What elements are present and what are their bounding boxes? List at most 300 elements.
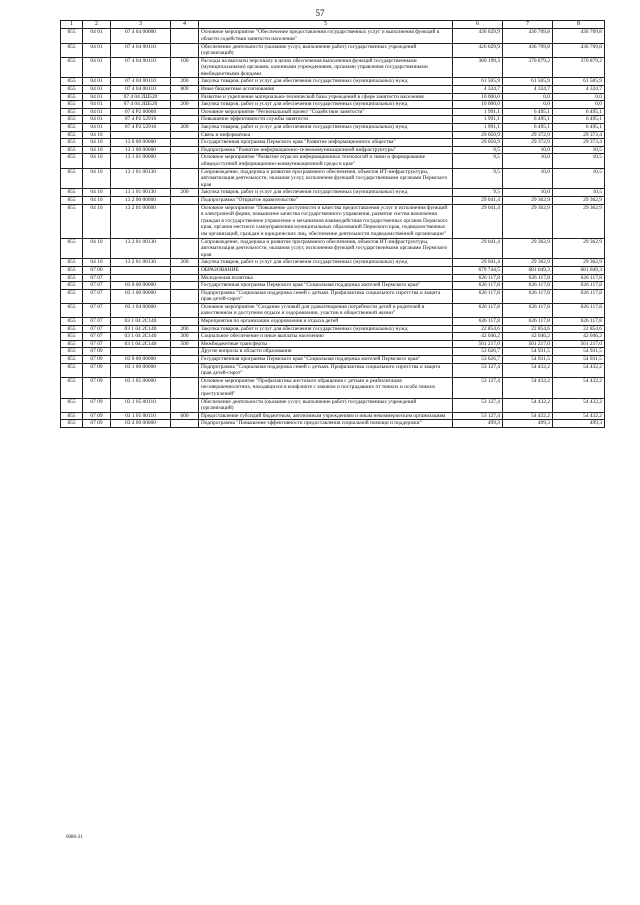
admin-code-cell: 855: [61, 168, 83, 189]
amount-2023-cell: 10,5: [553, 168, 605, 189]
amount-2023-cell: 10,5: [553, 146, 605, 154]
section-code-cell: 04 10: [83, 238, 111, 259]
table-row: [61, 101, 605, 109]
description-cell: Основное мероприятие "Повышение доступности и качества предоставления услуг и исполнения функций в электронной форме, повышение качества государственного управления, развитие систем вовлечения граждан в государственное управление и механизмов взаимодействия государственных органов Пермского края, органов местного самоуправления муниципальных образований Пермского края, подведомственных им организаций, граждан и юридических лиц, обеспечение деятельности подведомственной организации": [199, 204, 453, 238]
target-article-cell: 07 4 04 00110: [111, 78, 171, 86]
amount-2023-cell: 10,5: [553, 154, 605, 168]
table-row: [61, 196, 605, 204]
admin-code-cell: 855: [61, 93, 83, 101]
amount-2022-cell: 0,0: [503, 101, 553, 109]
description-cell: Социальное обеспечение и иные выплаты населению: [199, 333, 453, 341]
amount-2021-cell: 53 127,4: [453, 412, 503, 420]
amount-2023-cell: 499,3: [553, 420, 605, 428]
section-code-cell: 07 07: [83, 318, 111, 326]
target-article-cell: 03 1 04 2С140: [111, 318, 171, 326]
amount-2022-cell: 436 709,8: [503, 43, 553, 57]
amount-2021-cell: 53 127,4: [453, 398, 503, 412]
amount-2021-cell: 9,5: [453, 146, 503, 154]
table-row: [61, 168, 605, 189]
description-cell: Подпрограмма "Социальная поддержка семей с детьми. Профилактика социального сиротства и защита прав детей-сирот": [199, 363, 453, 377]
table-row: [61, 333, 605, 341]
admin-code-cell: 855: [61, 377, 83, 398]
expense-type-cell: [171, 116, 199, 124]
expense-type-cell: [171, 238, 199, 259]
amount-2022-cell: 6 495,1: [503, 124, 553, 132]
section-code-cell: 04 01: [83, 101, 111, 109]
expense-type-cell: [171, 196, 199, 204]
description-cell: Основное мероприятие "Развитие отрасли информационных технологий и связи и формирование общедоступной информационно-коммуникационной среды в крае": [199, 154, 453, 168]
table-row: [61, 124, 605, 132]
amount-2022-cell: 10,0: [503, 189, 553, 197]
amount-2023-cell: 0,0: [553, 101, 605, 109]
table-row: [61, 259, 605, 267]
column-number: 3: [111, 21, 171, 29]
admin-code-cell: 855: [61, 325, 83, 333]
target-article-cell: 13 2 01 00130: [111, 238, 171, 259]
amount-2022-cell: 54 432,2: [503, 412, 553, 420]
table-row: [61, 266, 605, 274]
description-cell: Связь и информатика: [199, 131, 453, 139]
target-article-cell: 07 4 P2 52910: [111, 124, 171, 132]
description-cell: Закупка товаров, работ и услуг для обеспечения государственных (муниципальных) нужд: [199, 124, 453, 132]
expense-type-cell: [171, 168, 199, 189]
section-code-cell: 07 07: [83, 340, 111, 348]
description-cell: Иные бюджетные ассигнования: [199, 86, 453, 94]
admin-code-cell: 855: [61, 412, 83, 420]
amount-2022-cell: 10,0: [503, 146, 553, 154]
section-code-cell: 07 09: [83, 356, 111, 364]
target-article-cell: [111, 348, 171, 356]
description-cell: Закупка товаров, работ и услуг для обеспечения государственных (муниципальных) нужд: [199, 325, 453, 333]
table-body: [61, 21, 605, 428]
budget-table: [60, 20, 605, 428]
description-cell: Подпрограмма "Открытое правительство": [199, 196, 453, 204]
amount-2022-cell: 626 117,8: [503, 303, 553, 317]
section-code-cell: 04 01: [83, 93, 111, 101]
expense-type-cell: 200: [171, 124, 199, 132]
amount-2021-cell: 626 117,8: [453, 282, 503, 290]
table-row: [61, 289, 605, 303]
table-row: [61, 363, 605, 377]
amount-2022-cell: 29 372,9: [503, 139, 553, 147]
admin-code-cell: 855: [61, 303, 83, 317]
section-code-cell: 04 01: [83, 108, 111, 116]
amount-2021-cell: 679 744,5: [453, 266, 503, 274]
section-code-cell: 04 10: [83, 259, 111, 267]
admin-code-cell: 855: [61, 289, 83, 303]
amount-2023-cell: 22 854,6: [553, 325, 605, 333]
table-row: [61, 131, 605, 139]
description-cell: Государственная программа Пермского края "Социальная поддержка жителей Пермского края": [199, 356, 453, 364]
amount-2023-cell: 436 709,8: [553, 43, 605, 57]
admin-code-cell: 855: [61, 348, 83, 356]
admin-code-cell: 855: [61, 259, 83, 267]
amount-2022-cell: 0,0: [503, 93, 553, 101]
amount-2021-cell: 10 000,0: [453, 101, 503, 109]
column-number: 1: [61, 21, 83, 29]
expense-type-cell: [171, 93, 199, 101]
target-article-cell: 03 4 00 00000: [111, 420, 171, 428]
section-code-cell: 04 10: [83, 154, 111, 168]
amount-2021-cell: 1 991,1: [453, 116, 503, 124]
expense-type-cell: 800: [171, 86, 199, 94]
table-row: [61, 303, 605, 317]
table-row: [61, 57, 605, 78]
expense-type-cell: [171, 146, 199, 154]
amount-2022-cell: 54 931,5: [503, 348, 553, 356]
table-row: [61, 139, 605, 147]
column-number-row: [61, 21, 605, 29]
expense-type-cell: [171, 154, 199, 168]
amount-2022-cell: 626 117,8: [503, 289, 553, 303]
amount-2021-cell: 626 117,8: [453, 289, 503, 303]
table-row: [61, 43, 605, 57]
amount-2023-cell: 370 879,2: [553, 57, 605, 78]
target-article-cell: 13 2 01 00130: [111, 259, 171, 267]
expense-type-cell: [171, 420, 199, 428]
admin-code-cell: 855: [61, 282, 83, 290]
target-article-cell: 03 1 00 00000: [111, 289, 171, 303]
section-code-cell: 07 09: [83, 420, 111, 428]
description-cell: Закупка товаров, работ и услуг для обеспечения государственных (муниципальных) нужд: [199, 101, 453, 109]
amount-2023-cell: 29 362,9: [553, 196, 605, 204]
section-code-cell: 07 09: [83, 377, 111, 398]
section-code-cell: 04 10: [83, 168, 111, 189]
admin-code-cell: 855: [61, 238, 83, 259]
table-row: [61, 189, 605, 197]
amount-2021-cell: 61 505,9: [453, 78, 503, 86]
column-number: 5: [199, 21, 453, 29]
amount-2021-cell: 29 050,9: [453, 131, 503, 139]
description-cell: Обеспечение деятельности (оказание услуг, выполнение работ) государственных учреждений (организаций): [199, 43, 453, 57]
expense-type-cell: [171, 348, 199, 356]
table-row: [61, 340, 605, 348]
amount-2022-cell: 54 931,5: [503, 356, 553, 364]
section-code-cell: 04 10: [83, 189, 111, 197]
amount-2021-cell: 1 991,1: [453, 124, 503, 132]
amount-2022-cell: 436 709,8: [503, 29, 553, 43]
table-row: [61, 348, 605, 356]
document-code: 6086-21: [66, 835, 83, 840]
section-code-cell: 04 10: [83, 196, 111, 204]
admin-code-cell: 855: [61, 356, 83, 364]
admin-code-cell: 855: [61, 340, 83, 348]
expense-type-cell: [171, 29, 199, 43]
amount-2023-cell: 61 505,9: [553, 78, 605, 86]
admin-code-cell: 855: [61, 333, 83, 341]
table-row: [61, 274, 605, 282]
admin-code-cell: 855: [61, 101, 83, 109]
target-article-cell: 03 1 04 2С140: [111, 333, 171, 341]
target-article-cell: 03 1 04 2С140: [111, 340, 171, 348]
amount-2021-cell: 53 127,4: [453, 363, 503, 377]
expense-type-cell: [171, 303, 199, 317]
target-article-cell: [111, 131, 171, 139]
amount-2023-cell: 10,5: [553, 189, 605, 197]
column-number: 4: [171, 21, 199, 29]
description-cell: Обеспечение деятельности (оказание услуг, выполнение работ) государственных учреждений (организаций): [199, 398, 453, 412]
section-code-cell: 04 01: [83, 43, 111, 57]
amount-2022-cell: 61 505,9: [503, 78, 553, 86]
amount-2022-cell: 681 049,3: [503, 266, 553, 274]
description-cell: Межбюджетные трансферты: [199, 340, 453, 348]
target-article-cell: 13 1 01 00130: [111, 168, 171, 189]
target-article-cell: 07 4 P2 00000: [111, 108, 171, 116]
amount-2023-cell: 54 432,2: [553, 363, 605, 377]
amount-2023-cell: 626 117,8: [553, 274, 605, 282]
amount-2022-cell: 626 117,8: [503, 318, 553, 326]
table-row: [61, 412, 605, 420]
section-code-cell: 04 10: [83, 131, 111, 139]
target-article-cell: 13 0 00 00000: [111, 139, 171, 147]
amount-2023-cell: 626 117,8: [553, 282, 605, 290]
amount-2021-cell: 9,5: [453, 154, 503, 168]
target-article-cell: 03 1 05 00110: [111, 412, 171, 420]
amount-2021-cell: 29 041,4: [453, 196, 503, 204]
table-row: [61, 108, 605, 116]
amount-2021-cell: 499,3: [453, 420, 503, 428]
admin-code-cell: 855: [61, 29, 83, 43]
table-row: [61, 356, 605, 364]
expense-type-cell: [171, 108, 199, 116]
target-article-cell: 03 1 04 00000: [111, 303, 171, 317]
amount-2023-cell: 29 362,9: [553, 204, 605, 238]
target-article-cell: 03 1 05 00110: [111, 398, 171, 412]
page-number: 57: [315, 8, 325, 18]
amount-2023-cell: 29 373,4: [553, 139, 605, 147]
admin-code-cell: 855: [61, 146, 83, 154]
amount-2022-cell: 499,3: [503, 420, 553, 428]
column-number: 8: [553, 21, 605, 29]
admin-code-cell: 855: [61, 189, 83, 197]
target-article-cell: [111, 266, 171, 274]
section-code-cell: 07 07: [83, 274, 111, 282]
amount-2023-cell: 42 046,2: [553, 333, 605, 341]
amount-2023-cell: 54 432,2: [553, 398, 605, 412]
amount-2022-cell: 4 324,7: [503, 86, 553, 94]
amount-2021-cell: 29 050,9: [453, 139, 503, 147]
amount-2023-cell: 561 217,0: [553, 340, 605, 348]
section-code-cell: 07 09: [83, 412, 111, 420]
amount-2023-cell: 626 117,8: [553, 289, 605, 303]
amount-2022-cell: 29 372,9: [503, 131, 553, 139]
expense-type-cell: 600: [171, 412, 199, 420]
expense-type-cell: [171, 377, 199, 398]
target-article-cell: 07 4 04 00110: [111, 57, 171, 78]
description-cell: ОБРАЗОВАНИЕ: [199, 266, 453, 274]
target-article-cell: 03 1 04 2С140: [111, 325, 171, 333]
table-row: [61, 29, 605, 43]
amount-2022-cell: 29 362,9: [503, 196, 553, 204]
section-code-cell: 07 00: [83, 266, 111, 274]
expense-type-cell: 200: [171, 189, 199, 197]
admin-code-cell: 855: [61, 154, 83, 168]
section-code-cell: 04 10: [83, 146, 111, 154]
amount-2023-cell: 6 495,1: [553, 124, 605, 132]
amount-2021-cell: 53 626,7: [453, 356, 503, 364]
amount-2021-cell: 360 199,3: [453, 57, 503, 78]
amount-2022-cell: 22 854,6: [503, 325, 553, 333]
target-article-cell: 07 4 04 2Ш520: [111, 93, 171, 101]
expense-type-cell: 200: [171, 259, 199, 267]
description-cell: Сопровождение, поддержка и развитие программного обеспечения, объектов ИТ-инфраструктуры, автоматизация деятельности, оказания услуг, исполнения функций государственными органами Пермского края: [199, 168, 453, 189]
amount-2022-cell: 370 879,2: [503, 57, 553, 78]
section-code-cell: 07 09: [83, 348, 111, 356]
amount-2023-cell: 681 049,3: [553, 266, 605, 274]
admin-code-cell: 855: [61, 318, 83, 326]
description-cell: Закупка товаров, работ и услуг для обеспечения государственных (муниципальных) нужд: [199, 189, 453, 197]
admin-code-cell: 855: [61, 363, 83, 377]
table-row: [61, 204, 605, 238]
description-cell: Закупка товаров, работ и услуг для обеспечения государственных (муниципальных) нужд: [199, 259, 453, 267]
section-code-cell: 07 09: [83, 363, 111, 377]
target-article-cell: 07 4 P2 52910: [111, 116, 171, 124]
amount-2022-cell: 54 432,2: [503, 363, 553, 377]
target-article-cell: 13 1 01 00000: [111, 154, 171, 168]
admin-code-cell: 855: [61, 86, 83, 94]
amount-2021-cell: 561 217,0: [453, 340, 503, 348]
amount-2021-cell: 426 029,9: [453, 43, 503, 57]
admin-code-cell: 855: [61, 139, 83, 147]
section-code-cell: 07 09: [83, 398, 111, 412]
amount-2022-cell: 29 362,9: [503, 204, 553, 238]
expense-type-cell: [171, 131, 199, 139]
expense-type-cell: [171, 282, 199, 290]
description-cell: Подпрограмма "Социальная поддержка семей с детьми. Профилактика социального сиротства и защита прав детей-сирот": [199, 289, 453, 303]
amount-2022-cell: 29 362,9: [503, 238, 553, 259]
expense-type-cell: [171, 398, 199, 412]
section-code-cell: 04 01: [83, 86, 111, 94]
section-code-cell: 04 01: [83, 29, 111, 43]
target-article-cell: 07 4 04 00000: [111, 29, 171, 43]
section-code-cell: 07 07: [83, 325, 111, 333]
table-row: [61, 154, 605, 168]
description-cell: Основное мероприятие "Профилактика жестокого обращения с детьми и реабилитация несовершеннолетних, находящихся в конфликте с законом и пострадавших от тяжких и особо тяжких преступлений": [199, 377, 453, 398]
target-article-cell: [111, 274, 171, 282]
target-article-cell: 07 4 04 2Ш520: [111, 101, 171, 109]
amount-2021-cell: 10 000,0: [453, 93, 503, 101]
expense-type-cell: [171, 363, 199, 377]
section-code-cell: 04 01: [83, 116, 111, 124]
admin-code-cell: 855: [61, 131, 83, 139]
table-row: [61, 146, 605, 154]
description-cell: Сопровождение, поддержка и развитие программного обеспечения, объектов ИТ-инфраструктуры, автоматизация деятельности, оказания услуг, исполнения функций государственными органами Пермского края: [199, 238, 453, 259]
amount-2023-cell: 29 362,9: [553, 238, 605, 259]
amount-2023-cell: 436 709,8: [553, 29, 605, 43]
table-row: [61, 238, 605, 259]
amount-2023-cell: 6 495,1: [553, 108, 605, 116]
amount-2021-cell: 29 041,4: [453, 238, 503, 259]
admin-code-cell: 855: [61, 108, 83, 116]
admin-code-cell: 855: [61, 116, 83, 124]
table-row: [61, 86, 605, 94]
admin-code-cell: 855: [61, 124, 83, 132]
expense-type-cell: [171, 139, 199, 147]
amount-2021-cell: 53 127,4: [453, 377, 503, 398]
section-code-cell: 07 07: [83, 282, 111, 290]
table-row: [61, 116, 605, 124]
admin-code-cell: 855: [61, 398, 83, 412]
description-cell: Основное мероприятие "Региональный проект "Содействие занятости": [199, 108, 453, 116]
target-article-cell: 07 4 04 00110: [111, 86, 171, 94]
target-article-cell: 13 2 01 00000: [111, 204, 171, 238]
amount-2021-cell: 436 029,9: [453, 29, 503, 43]
table-row: [61, 420, 605, 428]
description-cell: Государственная программа Пермского края "Социальная поддержка жителей Пермского края": [199, 282, 453, 290]
amount-2023-cell: 626 117,8: [553, 318, 605, 326]
amount-2022-cell: 54 432,2: [503, 398, 553, 412]
description-cell: Подпрограмма "Развитие информационно-телекоммуникационной инфраструктуры": [199, 146, 453, 154]
amount-2021-cell: 1 991,1: [453, 108, 503, 116]
expense-type-cell: [171, 43, 199, 57]
amount-2021-cell: 626 117,8: [453, 318, 503, 326]
description-cell: Основное мероприятие "Создание условий для удовлетворения потребности детей и родителей в качественном и доступном отдыхе и оздоровлении, участии в общественной жизни": [199, 303, 453, 317]
expense-type-cell: [171, 274, 199, 282]
section-code-cell: 04 10: [83, 139, 111, 147]
admin-code-cell: 855: [61, 420, 83, 428]
amount-2021-cell: 626 117,8: [453, 303, 503, 317]
column-number: 7: [503, 21, 553, 29]
expense-type-cell: [171, 356, 199, 364]
admin-code-cell: 855: [61, 196, 83, 204]
admin-code-cell: 855: [61, 43, 83, 57]
amount-2022-cell: 54 432,2: [503, 377, 553, 398]
amount-2021-cell: 42 046,2: [453, 333, 503, 341]
amount-2021-cell: 29 041,4: [453, 259, 503, 267]
section-code-cell: 04 10: [83, 204, 111, 238]
amount-2023-cell: 29 362,9: [553, 259, 605, 267]
target-article-cell: 13 1 00 00000: [111, 146, 171, 154]
target-article-cell: 03 0 00 00000: [111, 282, 171, 290]
target-article-cell: 13 1 01 00130: [111, 189, 171, 197]
table-row: [61, 325, 605, 333]
description-cell: Развитие и укрепление материально-технической базы учреждений в сфере занятости населения: [199, 93, 453, 101]
target-article-cell: 03 1 00 00000: [111, 363, 171, 377]
section-code-cell: 07 07: [83, 333, 111, 341]
expense-type-cell: [171, 266, 199, 274]
amount-2022-cell: 6 495,1: [503, 108, 553, 116]
table-row: [61, 377, 605, 398]
description-cell: Молодежная политика: [199, 274, 453, 282]
description-cell: Другие вопросы в области образования: [199, 348, 453, 356]
amount-2021-cell: 29 041,4: [453, 204, 503, 238]
amount-2023-cell: 4 324,7: [553, 86, 605, 94]
amount-2022-cell: 561 217,0: [503, 340, 553, 348]
amount-2021-cell: 53 626,7: [453, 348, 503, 356]
expense-type-cell: 200: [171, 101, 199, 109]
expense-type-cell: [171, 204, 199, 238]
table-row: [61, 398, 605, 412]
target-article-cell: 03 1 05 00000: [111, 377, 171, 398]
description-cell: Основное мероприятие "Обеспечение предоставления государственных услуг и выполнения функций в области содействия занятости населения": [199, 29, 453, 43]
section-code-cell: 04 01: [83, 78, 111, 86]
table-row: [61, 318, 605, 326]
amount-2023-cell: 6 495,1: [553, 116, 605, 124]
amount-2022-cell: 29 362,9: [503, 259, 553, 267]
expense-type-cell: 100: [171, 57, 199, 78]
amount-2022-cell: 626 117,8: [503, 274, 553, 282]
section-code-cell: 04 01: [83, 57, 111, 78]
amount-2022-cell: 10,0: [503, 154, 553, 168]
admin-code-cell: 855: [61, 57, 83, 78]
table-row: [61, 78, 605, 86]
amount-2022-cell: 42 046,2: [503, 333, 553, 341]
expense-type-cell: 300: [171, 333, 199, 341]
amount-2023-cell: 54 931,5: [553, 356, 605, 364]
amount-2023-cell: 626 117,8: [553, 303, 605, 317]
description-cell: Мероприятия по организации оздоровления и отдыха детей: [199, 318, 453, 326]
amount-2022-cell: 10,0: [503, 168, 553, 189]
